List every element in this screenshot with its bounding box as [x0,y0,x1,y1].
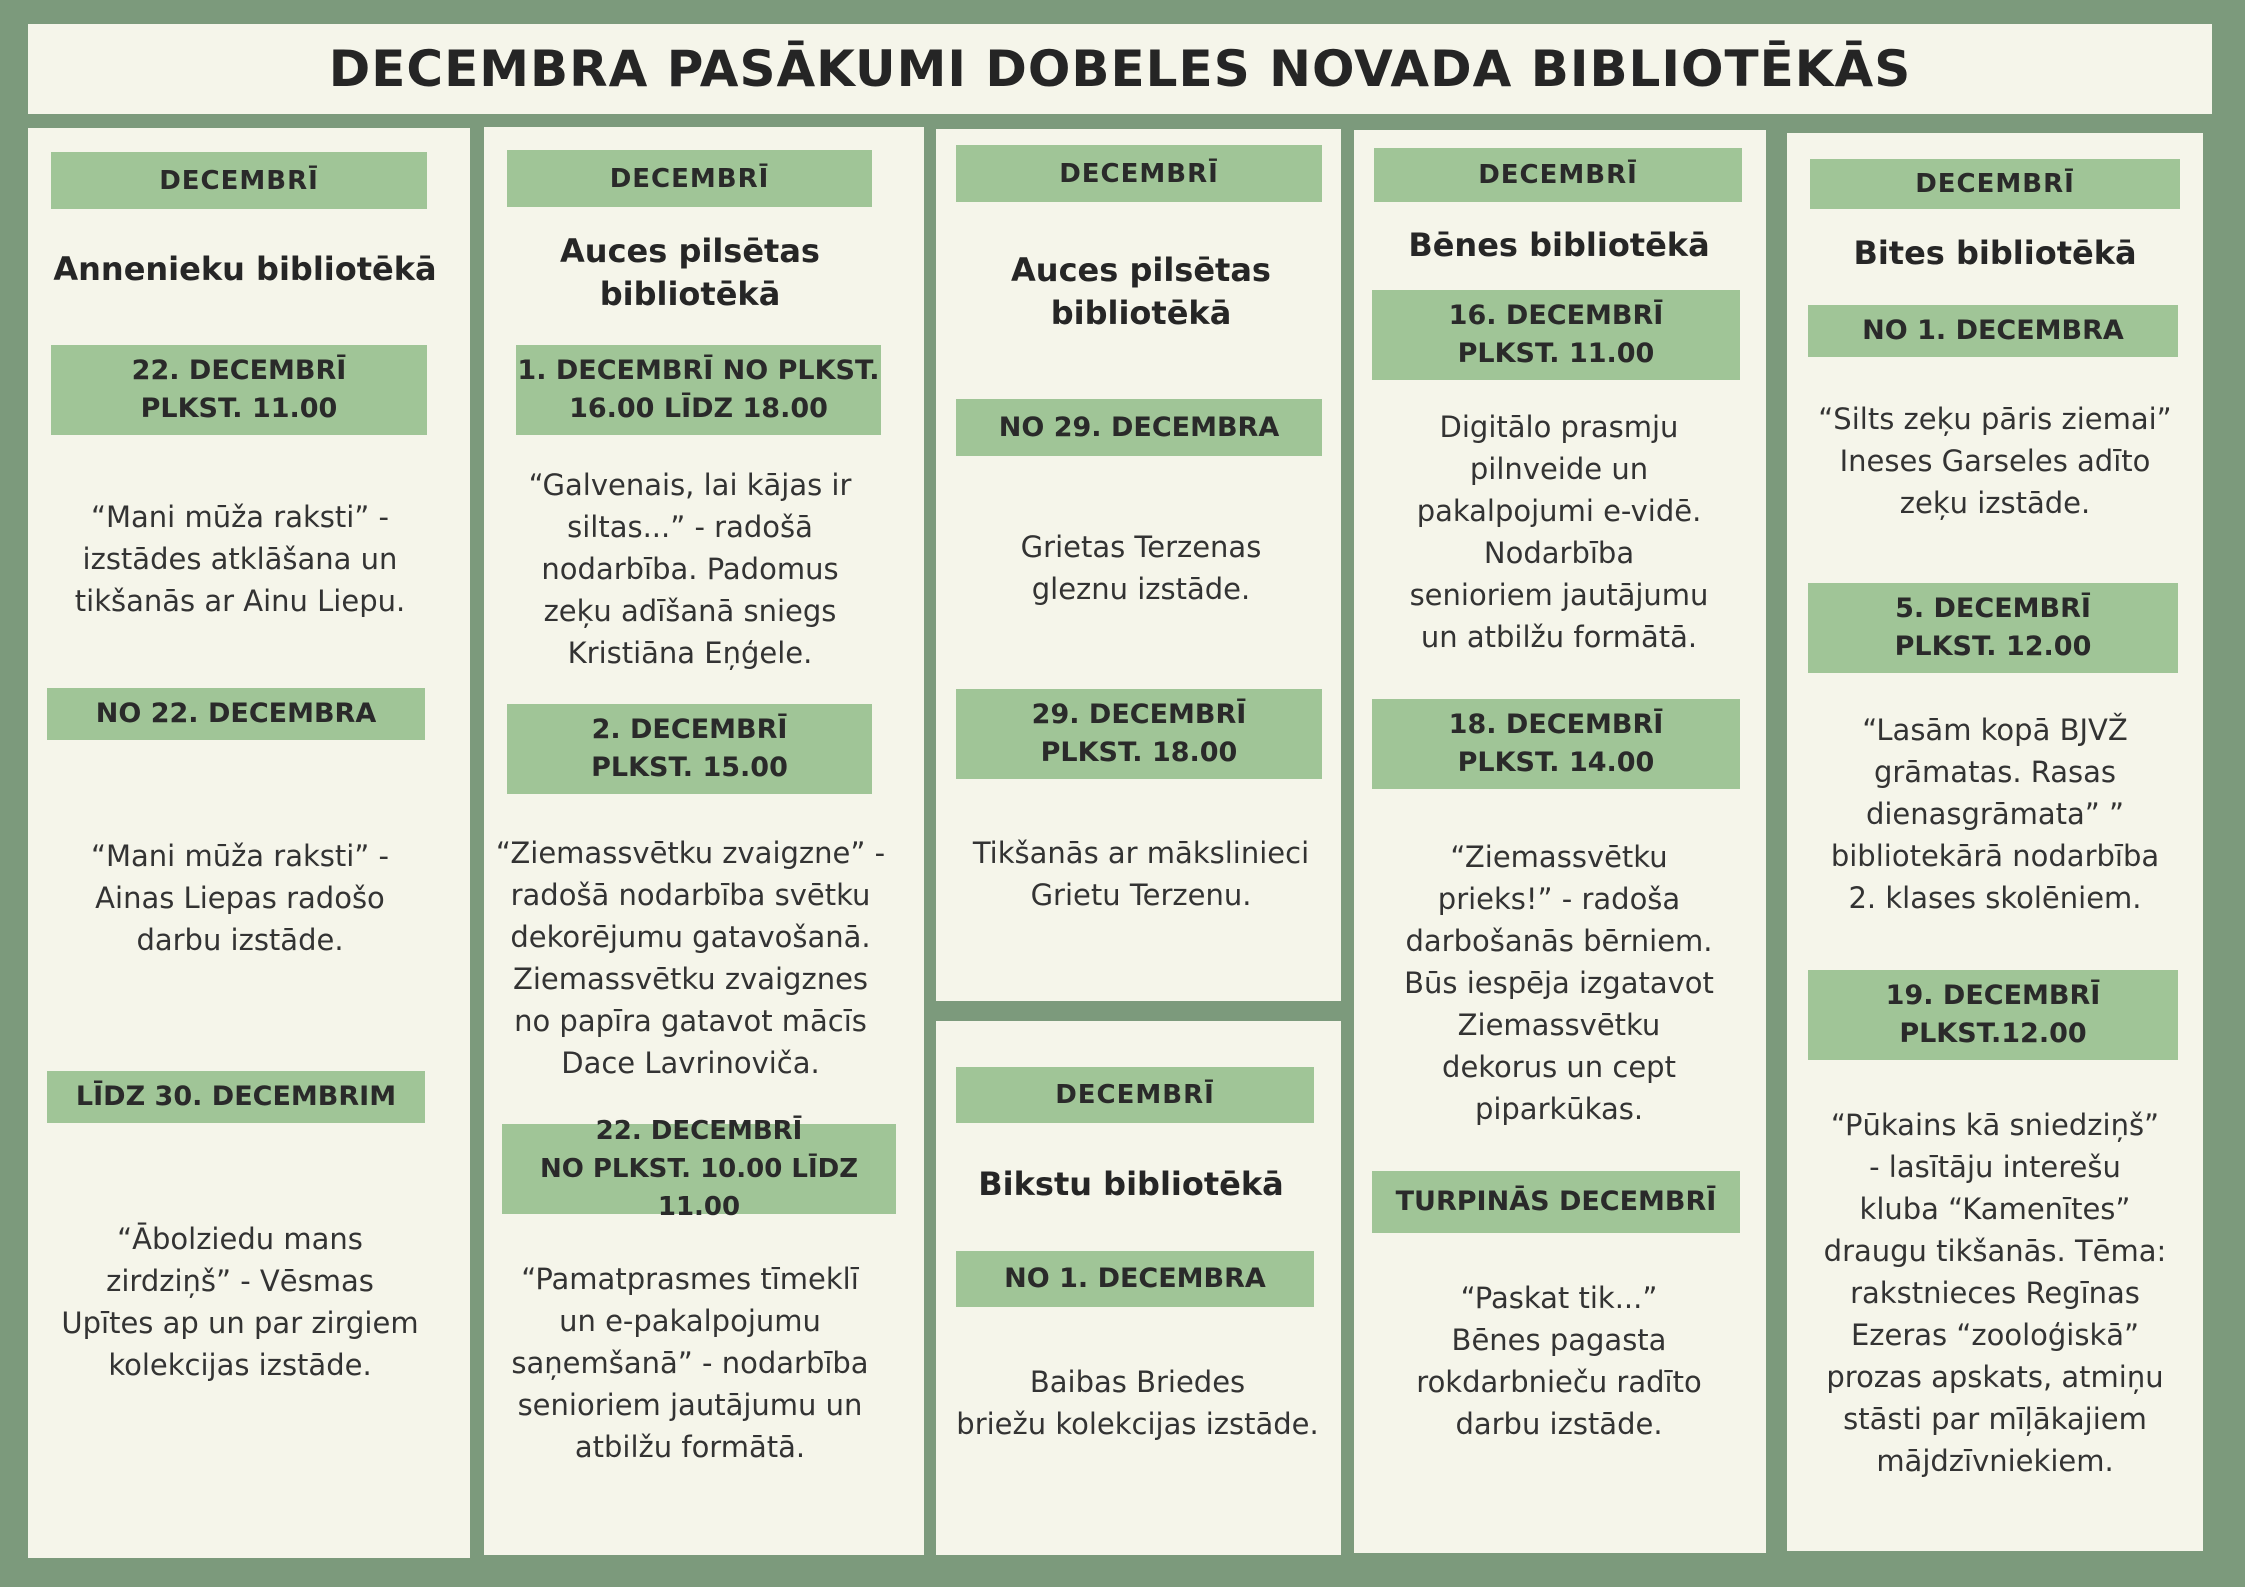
column-header: DECEMBRĪ [956,145,1322,202]
library-name: Auces pilsētas bibliotēkā [560,232,820,313]
event-description: “Silts zeķu pāris ziemai” Ineses Garseles adīto zeķu izstāde. [1818,402,2172,520]
event-date: 5. DECEMBRĪ PLKST. 12.00 [1808,583,2178,673]
library-name: Bikstu bibliotēkā [978,1165,1284,1203]
library-name: Auces pilsētas bibliotēkā [1011,251,1271,332]
event-description: “Pamatprasmes tīmeklī un e-pakalpojumu saņemšanā” - nodarbība senioriem jautājumu un atbilžu formātā. [511,1262,869,1464]
event-description: “Ābolziedu mans zirdziņš” - Vēsmas Upītes ap un par zirgiem kolekcijas izstāde. [61,1222,419,1382]
event-date: 19. DECEMBRĪ PLKST.12.00 [1808,970,2178,1060]
event-description: “Pūkains kā sniedziņš” - lasītāju interešu kluba “Kamenītes” draugu tikšanās. Tēma: rakstnieces Regīnas Ezeras “zooloģiskā” prozas apskats, atmiņu stāsti par mīļākajiem mājdzīvniekiem. [1823,1108,2167,1478]
event-date: NO 1. DECEMBRA [956,1251,1314,1307]
event-description: Digitālo prasmju pilnveide un pakalpojumi e-vidē. Nodarbība senioriem jautājumu un atbilžu formātā. [1409,410,1709,654]
event-date: 2. DECEMBRĪ PLKST. 15.00 [507,704,872,794]
event-description: Grietas Terzenas gleznu izstāde. [1020,530,1262,606]
event-date: 29. DECEMBRĪ PLKST. 18.00 [956,689,1322,779]
event-date: 22. DECEMBRĪ NO PLKST. 10.00 LĪDZ 11.00 [502,1124,896,1214]
event-description: “Lasām kopā BJVŽ grāmatas. Rasas dienasgrāmata” ” bibliotekārā nodarbība 2. klases skolēniem. [1830,713,2160,915]
event-description: “Mani mūža raksti” - Ainas Liepas radošo darbu izstāde. [90,839,390,957]
title-banner [28,24,2212,114]
event-description: “Galvenais, lai kājas ir siltas...” - radošā nodarbība. Padomus zeķu adīšanā sniegs Kristiāna Eņģele. [528,468,852,670]
event-date: 18. DECEMBRĪ PLKST. 14.00 [1372,699,1740,789]
column-header: DECEMBRĪ [1374,148,1742,202]
event-description: “Ziemassvētku zvaigzne” - radošā nodarbība svētku dekorējumu gatavošanā. Ziemassvētku zvaigznes no papīra gatavot mācīs Dace Lavrinoviča. [495,836,886,1080]
event-date: NO 1. DECEMBRA [1808,305,2178,357]
event-date: TURPINĀS DECEMBRĪ [1372,1171,1740,1233]
event-description: Baibas Briedes briežu kolekcijas izstāde. [956,1365,1319,1441]
column-header: DECEMBRĪ [956,1067,1314,1123]
event-description: “Ziemassvētku prieks!” - radoša darbošanās bērniem. Būs iespēja izgatavot Ziemassvētku dekorus un cept piparkūkas. [1404,840,1714,1126]
column-header: DECEMBRĪ [507,150,872,207]
library-name: Bites bibliotēkā [1853,234,2137,272]
event-date: 1. DECEMBRĪ NO PLKST. 16.00 LĪDZ 18.00 [516,345,881,435]
event-date: LĪDZ 30. DECEMBRIM [47,1071,425,1123]
event-date: NO 22. DECEMBRA [47,688,425,740]
library-name: Annenieku bibliotēkā [53,250,437,288]
column-header: DECEMBRĪ [1810,159,2180,209]
library-name: Bēnes bibliotēkā [1408,226,1710,264]
event-description: “Paskat tik...” Bēnes pagasta rokdarbnieču radīto darbu izstāde. [1416,1281,1702,1441]
column-header: DECEMBRĪ [51,152,427,209]
event-date: NO 29. DECEMBRA [956,399,1322,456]
event-date: 22. DECEMBRĪ PLKST. 11.00 [51,345,427,435]
event-date: 16. DECEMBRĪ PLKST. 11.00 [1372,290,1740,380]
page-title: DECEMBRA PASĀKUMI DOBELES NOVADA BIBLIOTĒKĀS [328,40,1912,98]
event-description: “Mani mūža raksti” - izstādes atklāšana un tikšanās ar Ainu Liepu. [74,500,406,618]
event-description: Tikšanās ar mākslinieci Grietu Terzenu. [972,836,1310,912]
